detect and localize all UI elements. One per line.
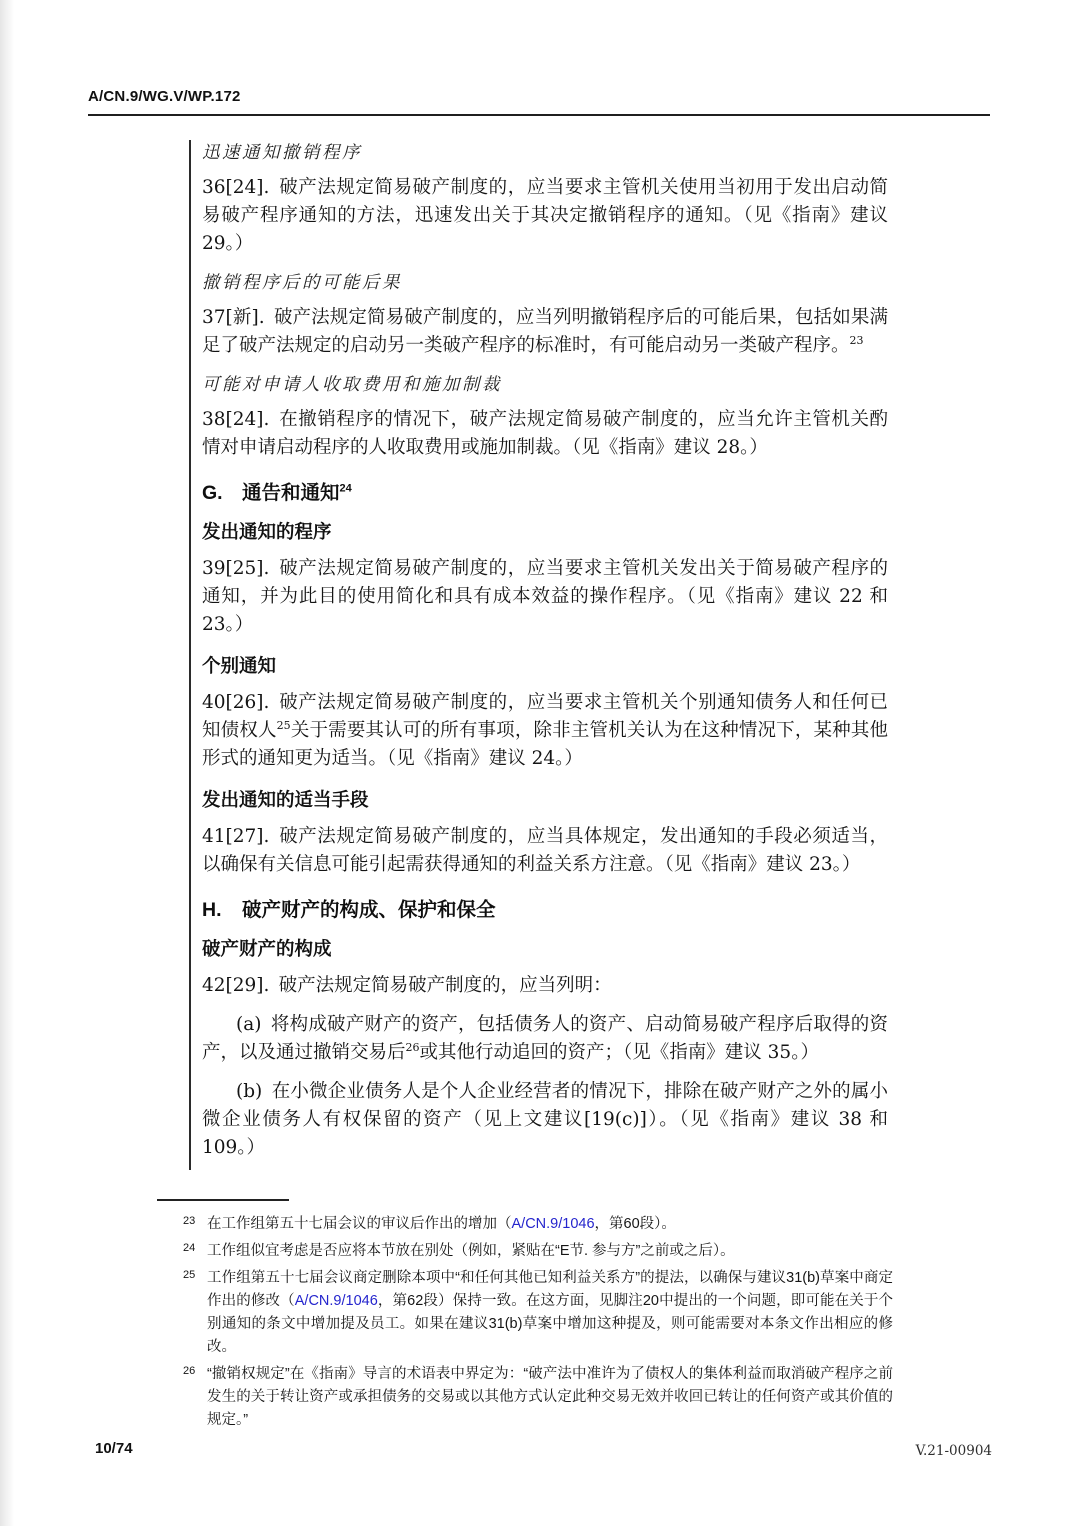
- text-run: ，第60段）。: [594, 1216, 676, 1232]
- document-number: V.21-00904: [915, 1443, 992, 1459]
- footnote-text: [207, 1216, 676, 1232]
- paragraph-42a: [202, 1011, 888, 1067]
- document-link[interactable]: A/CN.9/1046: [294, 1293, 378, 1309]
- text-run: “撤销权规定”在《指南》导言的术语表中界定为：“破产法中准许为了债权人的集体利益而取消破产程序之前发生的关于转让资产或承担债务的交易或以其他方式认定此种交易无效并收回已转让的任何资产或其价值的规定。”: [207, 1366, 893, 1428]
- text-run: 或其他行动追回的资产；（见《指南》建议 35。）: [419, 1042, 819, 1063]
- text-run: 破产财产的构成、保护和保全: [242, 899, 496, 921]
- footnote-ref: 23: [849, 333, 864, 347]
- subheading-notice-procedure: 发出通知的程序: [202, 521, 332, 542]
- section-letter: G.: [202, 482, 223, 504]
- page-header: [88, 86, 990, 116]
- footnote-separator: [157, 1199, 289, 1201]
- document-symbol: A/CN.9/WG.V/WP.172: [88, 88, 241, 105]
- subheading-fees-sanctions: 可能对申请人收取费用和施加制裁: [202, 375, 502, 395]
- scan-edge-shading: [0, 0, 14, 1526]
- paragraph-36: [202, 174, 888, 258]
- text-run: 38[24]. 在撤销程序的情况下，破产法规定简易破产制度的，应当允许主管机关酌情对申请启动程序的人收取费用或施加制裁。（见《指南》建议 28。）: [202, 409, 888, 458]
- text-run: 42[29]. 破产法规定简易破产制度的，应当列明：: [202, 975, 612, 996]
- paragraph-42b: [202, 1078, 888, 1162]
- footnote-text: [207, 1243, 735, 1259]
- section-title: [242, 482, 352, 504]
- footnote-26: [181, 1363, 893, 1432]
- footnote-23: [181, 1213, 893, 1236]
- text-run: 40[26]. 破产法规定简易破产制度的，应当要求主管机关个别通知债务人和任何已知债权人: [202, 692, 888, 741]
- text-run: (b) 在小微企业债务人是个人企业经营者的情况下，排除在破产财产之外的属小微企业债务人有权保留的资产（见上文建议[19(c)]）。（见《指南》建议 38 和 109。）: [202, 1081, 888, 1158]
- page-number: 10/74: [95, 1440, 133, 1457]
- footnotes-section: [181, 1213, 893, 1436]
- section-heading-g: [202, 477, 888, 505]
- text-run: 41[27]. 破产法规定简易破产制度的，应当具体规定，发出通知的手段必须适当，以确保有关信息可能引起需获得通知的利益关系方注意。（见《指南》建议 23。）: [202, 826, 888, 875]
- paragraph-37: [202, 304, 888, 360]
- footnote-ref: 26: [405, 1040, 420, 1054]
- paragraph-41: [202, 823, 888, 879]
- text-run: 工作组第五十七届会议商定删除本项中“和任何其他已知利益关系方”的提法，以确保与建议31(b)草案中商定作出的修改（: [207, 1270, 893, 1309]
- footnote-ref: 24: [339, 482, 352, 495]
- text-run: 工作组似宜考虑是否应将本节放在别处（例如，紧贴在“E节. 参与方”之前或之后）。: [207, 1243, 735, 1259]
- footnote-number: 26: [183, 1365, 196, 1377]
- footnote-text: [207, 1366, 893, 1428]
- revision-change-bar: [189, 140, 191, 1170]
- paragraph-39: [202, 555, 888, 639]
- footnote-number: 25: [183, 1269, 196, 1281]
- paragraph-40: [202, 689, 888, 773]
- footnote-24: [181, 1240, 893, 1263]
- text-run: 关于需要其认可的所有事项，除非主管机关认为在这种情况下，某种其他形式的通知更为适当。（见《指南》建议 24。）: [202, 720, 888, 769]
- text-run: 通告和通知: [242, 482, 340, 504]
- subheading-consequences: 撤销程序后的可能后果: [202, 273, 402, 293]
- text-run: ，第62段）保持一致。在这方面，见脚注20中提出的一个问题，即可能在关于个别通知的条文中增加提及员工。如果在建议31(b)草案中增加这种提及，则可能需要对本条文作出相应的修改。: [207, 1293, 893, 1355]
- section-letter: H.: [202, 899, 222, 921]
- footnote-25: [181, 1267, 893, 1359]
- paragraph-38: [202, 406, 888, 462]
- paragraph-42: [202, 972, 888, 1000]
- document-body: [202, 128, 888, 1173]
- footnote-number: 24: [183, 1242, 196, 1254]
- footnote-text: [207, 1270, 893, 1355]
- subheading-prompt-notice: 迅速通知撤销程序: [202, 143, 362, 163]
- section-title: [242, 899, 496, 921]
- text-run: 在工作组第五十七届会议的审议后作出的增加（: [207, 1216, 512, 1232]
- subheading-appropriate-means: 发出通知的适当手段: [202, 789, 369, 810]
- document-link[interactable]: A/CN.9/1046: [511, 1216, 595, 1232]
- text-run: 36[24]. 破产法规定简易破产制度的，应当要求主管机关使用当初用于发出启动简易破产程序通知的方法，迅速发出关于其决定撤销程序的通知。（见《指南》建议 29。）: [202, 177, 888, 254]
- subheading-estate-composition: 破产财产的构成: [202, 938, 332, 959]
- text-run: (a) 将构成破产财产的资产，包括债务人的资产、启动简易破产程序后取得的资产，以及通过撤销交易后: [202, 1014, 888, 1063]
- text-run: 39[25]. 破产法规定简易破产制度的，应当要求主管机关发出关于简易破产程序的通知，并为此目的使用简化和具有成本效益的操作程序。（见《指南》建议 22 和 23。）: [202, 558, 888, 635]
- subheading-individual-notice: 个别通知: [202, 655, 277, 676]
- section-heading-h: [202, 894, 888, 922]
- footnote-ref: 25: [276, 718, 291, 732]
- footnote-number: 23: [183, 1215, 196, 1227]
- text-run: 37[新]. 破产法规定简易破产制度的，应当列明撤销程序后的可能后果，包括如果满足了破产法规定的启动另一类破产程序的标准时，有可能启动另一类破产程序。: [202, 307, 888, 356]
